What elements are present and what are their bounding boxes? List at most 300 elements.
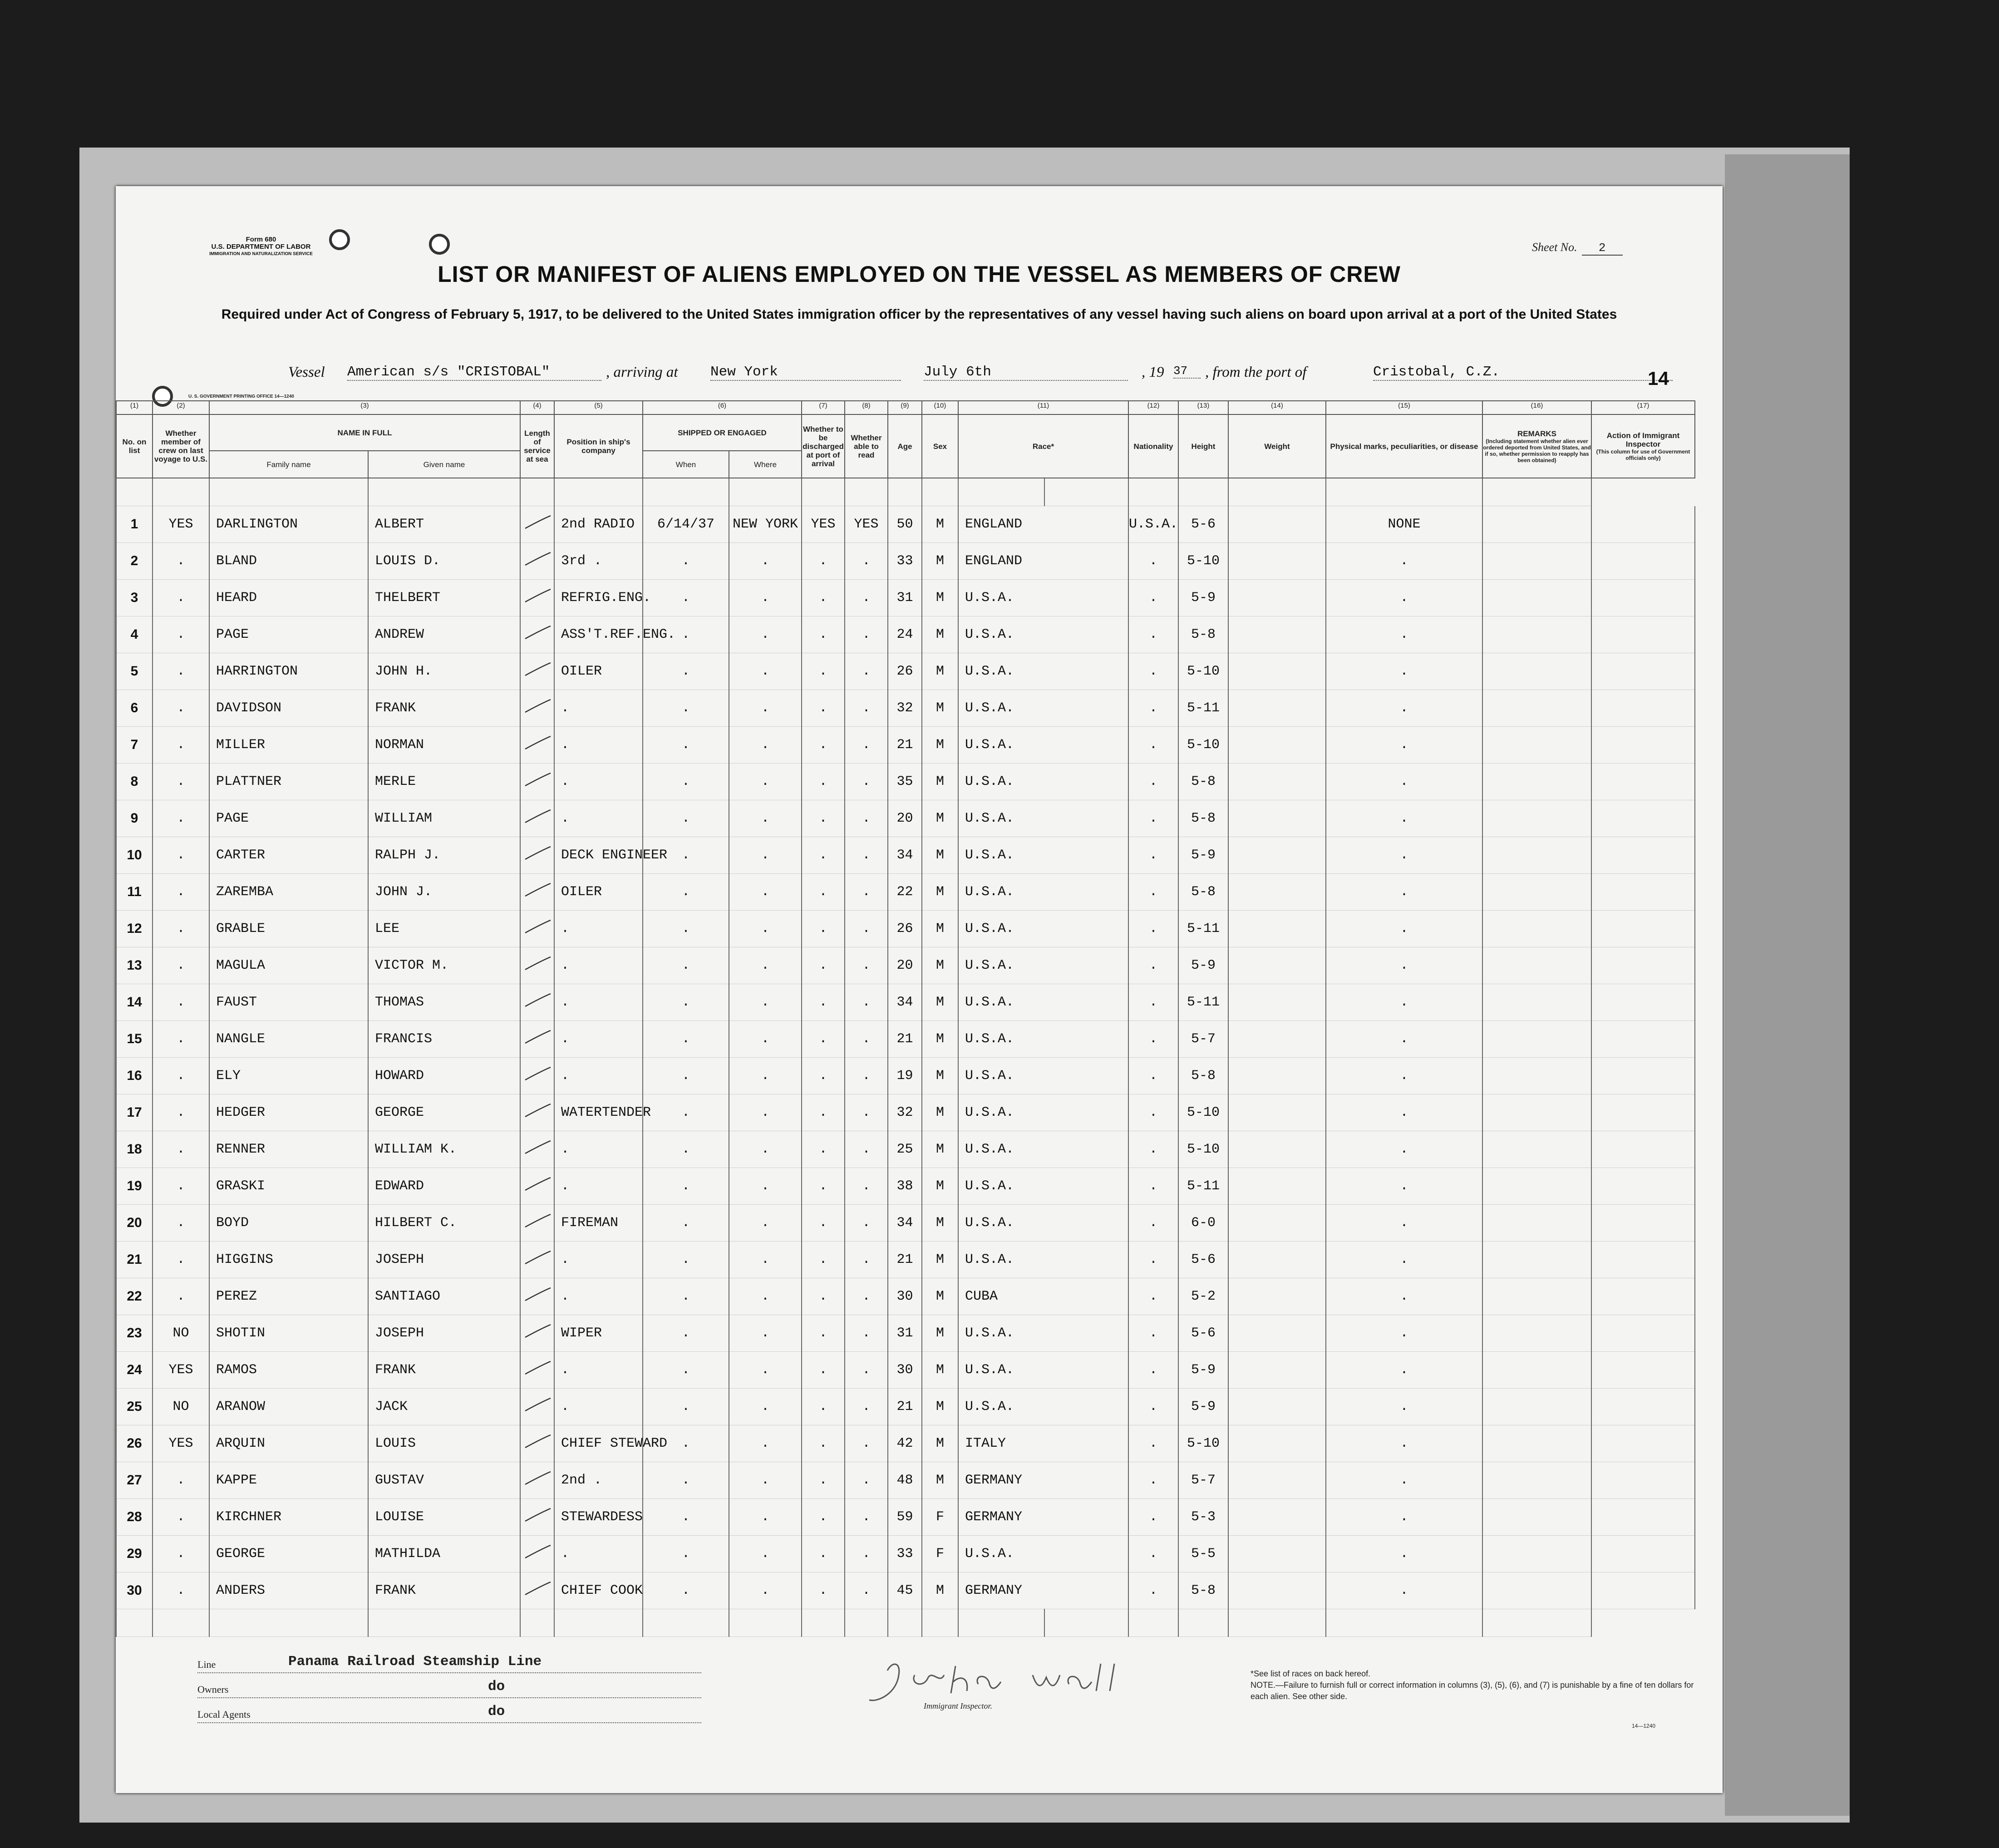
remarks-cell [1482,1094,1591,1131]
prior-voyage-cell: . [153,1278,209,1315]
position-cell: DECK ENGINEER [554,837,643,874]
arrival-year: 37 [1173,364,1201,379]
length-of-service-cell [520,653,554,690]
nationality-cell: . [1128,874,1178,911]
shipped-where-cell: NEW YORK [729,506,802,543]
tick-mark [522,734,553,752]
given-name-cell: LOUISE [368,1499,520,1536]
given-name-cell: NORMAN [368,727,520,764]
weight-cell [1228,1536,1326,1572]
height-cell: 5-9 [1178,837,1228,874]
sex-cell: M [922,690,958,727]
prior-voyage-cell: . [153,1242,209,1278]
physical-marks-cell: . [1326,1094,1482,1131]
nationality-cell: U.S.A. [1128,506,1178,543]
crew-row [116,653,1695,690]
action-cell [1591,1572,1695,1609]
position-cell: . [554,911,643,947]
row-number: 26 [116,1425,153,1462]
blank-row [116,1609,1695,1637]
shipped-where-cell: . [729,1536,802,1572]
shipped-when-cell: . [643,727,729,764]
row-number: 17 [116,1094,153,1131]
vessel-line [288,364,1673,387]
agents-value: do [488,1704,505,1720]
discharged-cell: . [802,1094,845,1131]
remarks-cell [1482,1242,1591,1278]
column-number: (4) [520,401,554,414]
age-cell: 31 [888,1315,922,1352]
physical-marks-cell: . [1326,1425,1482,1462]
tick-mark [522,954,553,972]
physical-marks-cell: . [1326,1352,1482,1389]
able-to-read-cell: . [845,1315,888,1352]
column-number: (3) [209,401,520,414]
tick-mark [522,1469,553,1487]
from-port: Cristobal, C.Z. [1373,364,1673,381]
race-cell: U.S.A. [958,1205,1128,1242]
position-cell: . [554,1352,643,1389]
nationality-cell: . [1128,1352,1178,1389]
remarks-cell [1482,727,1591,764]
tick-mark [522,1212,553,1230]
able-to-read-cell: . [845,1499,888,1536]
sex-cell: M [922,911,958,947]
crew-row [116,1278,1695,1315]
crew-row [116,874,1695,911]
race-cell: GERMANY [958,1499,1128,1536]
length-of-service-cell [520,984,554,1021]
discharged-cell: . [802,1168,845,1205]
prior-voyage-cell: . [153,616,209,653]
remarks-cell [1482,1315,1591,1352]
sex-cell: M [922,1242,958,1278]
race-cell: U.S.A. [958,764,1128,800]
action-cell [1591,1352,1695,1389]
action-cell [1591,874,1695,911]
owners-value: do [488,1679,505,1695]
shipped-where-cell: . [729,1242,802,1278]
footer-notes [1251,1668,1695,1702]
action-cell [1591,727,1695,764]
tick-mark [522,1101,553,1119]
prior-voyage-cell: . [153,727,209,764]
prior-voyage-cell: NO [153,1389,209,1425]
age-cell: 45 [888,1572,922,1609]
action-cell [1591,947,1695,984]
shipped-when-cell: . [643,1058,729,1094]
length-of-service-cell [520,1315,554,1352]
discharged-cell: . [802,1536,845,1572]
height-cell: 5-11 [1178,911,1228,947]
shipped-where-cell: . [729,1131,802,1168]
discharged-cell: . [802,1058,845,1094]
position-cell: OILER [554,653,643,690]
crew-row [116,1536,1695,1572]
weight-cell [1228,911,1326,947]
sex-cell: M [922,874,958,911]
crew-row [116,911,1695,947]
prior-voyage-cell: . [153,947,209,984]
weight-cell [1228,1021,1326,1058]
able-to-read-cell: . [845,1462,888,1499]
height-cell: 5-10 [1178,1131,1228,1168]
physical-marks-cell: . [1326,1572,1482,1609]
position-cell: . [554,947,643,984]
physical-marks-cell: . [1326,874,1482,911]
crew-row [116,1389,1695,1425]
given-name-cell: HOWARD [368,1058,520,1094]
given-name-cell: FRANCIS [368,1021,520,1058]
nationality-cell: . [1128,543,1178,580]
shipped-where-cell: . [729,947,802,984]
able-to-read-cell: . [845,837,888,874]
shipped-when-cell: . [643,1425,729,1462]
row-number: 29 [116,1536,153,1572]
physical-marks-cell: . [1326,1168,1482,1205]
age-cell: 19 [888,1058,922,1094]
position-cell: 3rd . [554,543,643,580]
discharged-cell: . [802,1021,845,1058]
row-number: 19 [116,1168,153,1205]
shipped-where-cell: . [729,543,802,580]
discharged-cell: . [802,1389,845,1425]
action-cell [1591,984,1695,1021]
shipped-where-cell: . [729,1168,802,1205]
height-cell: 5-5 [1178,1536,1228,1572]
sex-cell: M [922,1058,958,1094]
length-of-service-cell [520,1205,554,1242]
age-cell: 26 [888,911,922,947]
nationality-cell: . [1128,1462,1178,1499]
shipped-where-cell: . [729,837,802,874]
shipped-when-cell: . [643,1094,729,1131]
row-number: 20 [116,1205,153,1242]
shipped-when-cell: . [643,874,729,911]
position-cell: STEWARDESS [554,1499,643,1536]
weight-cell [1228,1315,1326,1352]
length-of-service-cell [520,800,554,837]
remarks-note: (Including statement whether alien ever ordered deported from United States, and if so, whether permission to reapply has been obtained) [1483,438,1591,463]
shipped-when-cell: . [643,1499,729,1536]
position-cell: ASS'T.REF.ENG. [554,616,643,653]
shipped-when-cell: . [643,616,729,653]
action-cell [1591,1094,1695,1131]
action-cell [1591,1242,1695,1278]
length-of-service-cell [520,727,554,764]
crew-row [116,1425,1695,1462]
header-family-name: Family name [209,451,368,478]
age-cell: 21 [888,727,922,764]
header-where: Where [729,451,802,478]
remarks-cell [1482,837,1591,874]
prior-voyage-cell: . [153,1168,209,1205]
crew-row [116,727,1695,764]
nationality-cell: . [1128,1499,1178,1536]
shipped-where-cell: . [729,1278,802,1315]
discharged-cell: . [802,984,845,1021]
weight-cell [1228,727,1326,764]
nationality-cell: . [1128,911,1178,947]
nationality-cell: . [1128,653,1178,690]
shipped-when-cell: . [643,1205,729,1242]
height-cell: 5-8 [1178,1058,1228,1094]
weight-cell [1228,690,1326,727]
weight-cell [1228,653,1326,690]
height-cell: 5-6 [1178,1242,1228,1278]
crew-row [116,1242,1695,1278]
weight-cell [1228,1058,1326,1094]
shipped-where-cell: . [729,764,802,800]
tick-mark [522,1359,553,1377]
race-cell: U.S.A. [958,616,1128,653]
column-number: (1) [116,401,153,414]
age-cell: 32 [888,1094,922,1131]
position-cell: . [554,1058,643,1094]
header-given-name: Given name [368,451,520,478]
prior-voyage-cell: . [153,543,209,580]
physical-marks-cell: . [1326,1242,1482,1278]
length-of-service-cell [520,1572,554,1609]
crew-row [116,947,1695,984]
sex-cell: F [922,1499,958,1536]
discharged-cell: . [802,1315,845,1352]
race-cell: U.S.A. [958,911,1128,947]
service-name: IMMIGRATION AND NATURALIZATION SERVICE [209,251,313,256]
shipped-where-cell: . [729,580,802,616]
row-number: 11 [116,874,153,911]
shipped-where-cell: . [729,1389,802,1425]
row-number: 23 [116,1315,153,1352]
sex-cell: M [922,580,958,616]
crew-row [116,1315,1695,1352]
able-to-read-cell: . [845,690,888,727]
action-cell [1591,1131,1695,1168]
age-cell: 34 [888,837,922,874]
shipped-where-cell: . [729,1094,802,1131]
given-name-cell: JOSEPH [368,1315,520,1352]
nationality-cell: . [1128,1242,1178,1278]
race-cell: U.S.A. [958,1352,1128,1389]
shipped-when-cell: . [643,1572,729,1609]
sex-cell: M [922,837,958,874]
owners-field: Owners do [197,1677,701,1698]
length-of-service-cell [520,911,554,947]
action-cell [1591,543,1695,580]
manifest-page [116,186,1723,1793]
sex-cell: M [922,1315,958,1352]
vessel-name: American s/s "CRISTOBAL" [347,364,601,381]
age-cell: 30 [888,1352,922,1389]
prior-voyage-cell: . [153,1462,209,1499]
column-number: (9) [888,401,922,414]
height-cell: 5-6 [1178,1315,1228,1352]
family-name-cell: ELY [209,1058,368,1094]
given-name-cell: LOUIS [368,1425,520,1462]
physical-marks-cell: . [1326,543,1482,580]
remarks-cell [1482,1389,1591,1425]
family-name-cell: ARANOW [209,1389,368,1425]
height-cell: 5-9 [1178,580,1228,616]
discharged-cell: YES [802,506,845,543]
sheet-number-value: 2 [1582,241,1623,256]
height-cell: 5-9 [1178,1389,1228,1425]
weight-cell [1228,1389,1326,1425]
nationality-cell: . [1128,727,1178,764]
shipped-where-cell: . [729,800,802,837]
header-remarks [1482,414,1591,478]
column-number: (14) [1228,401,1326,414]
length-of-service-cell [520,543,554,580]
arriving-label: , arriving at [606,364,678,380]
family-name-cell: MAGULA [209,947,368,984]
row-number: 9 [116,800,153,837]
header-shipped-engaged: SHIPPED OR ENGAGED [643,414,802,451]
prior-voyage-cell: . [153,837,209,874]
sheet-number: Sheet No. 2 [1532,241,1623,256]
length-of-service-cell [520,1131,554,1168]
shipped-where-cell: . [729,1021,802,1058]
prior-voyage-cell: . [153,800,209,837]
prior-voyage-cell: . [153,690,209,727]
shipped-when-cell: . [643,1536,729,1572]
prior-voyage-cell: YES [153,1352,209,1389]
remarks-cell [1482,1425,1591,1462]
tick-mark [522,586,553,605]
race-cell: U.S.A. [958,727,1128,764]
crew-row [116,984,1695,1021]
nationality-cell: . [1128,800,1178,837]
header-name-in-full: NAME IN FULL [209,414,520,451]
remarks-cell [1482,1278,1591,1315]
position-cell: OILER [554,874,643,911]
row-number: 8 [116,764,153,800]
shipped-where-cell: . [729,911,802,947]
weight-cell [1228,506,1326,543]
height-cell: 5-11 [1178,984,1228,1021]
given-name-cell: JOHN H. [368,653,520,690]
header-discharged: Whether to be discharged at port of arrival [802,414,845,478]
length-of-service-cell [520,616,554,653]
prior-voyage-cell: . [153,874,209,911]
weight-cell [1228,800,1326,837]
age-cell: 24 [888,616,922,653]
given-name-cell: FRANK [368,1572,520,1609]
nationality-cell: . [1128,1131,1178,1168]
line-value: Panama Railroad Steamship Line [288,1654,542,1670]
row-number: 24 [116,1352,153,1389]
sex-cell: M [922,506,958,543]
header-height: Height [1178,414,1228,478]
family-name-cell: CARTER [209,837,368,874]
row-number: 18 [116,1131,153,1168]
given-name-cell: HILBERT C. [368,1205,520,1242]
age-cell: 21 [888,1242,922,1278]
sex-cell: M [922,1462,958,1499]
row-number: 10 [116,837,153,874]
race-cell: U.S.A. [958,837,1128,874]
position-cell: . [554,1168,643,1205]
race-cell: U.S.A. [958,800,1128,837]
binder-hole [429,234,450,255]
able-to-read-cell: . [845,1572,888,1609]
tick-mark [522,1138,553,1156]
remarks-cell [1482,800,1591,837]
nationality-cell: . [1128,1205,1178,1242]
shipped-where-cell: . [729,1058,802,1094]
tick-mark [522,1506,553,1524]
nationality-cell: . [1128,1168,1178,1205]
position-cell: WATERTENDER [554,1094,643,1131]
row-number: 22 [116,1278,153,1315]
length-of-service-cell [520,1389,554,1425]
tick-mark [522,1028,553,1046]
remarks-cell [1482,947,1591,984]
able-to-read-cell: . [845,874,888,911]
crew-row [116,1131,1695,1168]
action-cell [1591,911,1695,947]
physical-marks-cell: . [1326,1058,1482,1094]
tick-mark [522,1432,553,1450]
physical-marks-cell: . [1326,947,1482,984]
shipped-when-cell: . [643,1168,729,1205]
position-cell: . [554,1536,643,1572]
family-name-cell: ARQUIN [209,1425,368,1462]
tick-mark [522,623,553,641]
shipped-when-cell: . [643,690,729,727]
header-when: When [643,451,729,478]
sex-cell: M [922,1572,958,1609]
given-name-cell: WILLIAM K. [368,1131,520,1168]
sex-cell: M [922,1389,958,1425]
position-cell: . [554,800,643,837]
header-weight: Weight [1228,414,1326,478]
column-number: (17) [1591,401,1695,414]
physical-marks-cell: . [1326,837,1482,874]
shipped-where-cell: . [729,690,802,727]
prior-voyage-cell: . [153,653,209,690]
able-to-read-cell: . [845,911,888,947]
shipped-when-cell: 6/14/37 [643,506,729,543]
tick-mark [522,513,553,531]
able-to-read-cell: . [845,1389,888,1425]
shipped-where-cell: . [729,727,802,764]
sex-cell: M [922,616,958,653]
weight-cell [1228,837,1326,874]
given-name-cell: FRANK [368,690,520,727]
tick-mark [522,881,553,899]
discharged-cell: . [802,580,845,616]
row-number: 5 [116,653,153,690]
position-cell: . [554,1278,643,1315]
remarks-cell [1482,580,1591,616]
weight-cell [1228,1094,1326,1131]
race-cell: CUBA [958,1278,1128,1315]
weight-cell [1228,984,1326,1021]
shipped-when-cell: . [643,984,729,1021]
header-no-on-list: No. on list [116,414,153,478]
race-cell: U.S.A. [958,1021,1128,1058]
prior-voyage-cell: . [153,1499,209,1536]
family-name-cell: PEREZ [209,1278,368,1315]
given-name-cell: WILLIAM [368,800,520,837]
length-of-service-cell [520,837,554,874]
page-title: LIST OR MANIFEST OF ALIENS EMPLOYED ON THE VESSEL AS MEMBERS OF CREW [438,261,1401,287]
crew-row [116,1168,1695,1205]
age-cell: 34 [888,984,922,1021]
sex-cell: F [922,1536,958,1572]
shipped-when-cell: . [643,1131,729,1168]
